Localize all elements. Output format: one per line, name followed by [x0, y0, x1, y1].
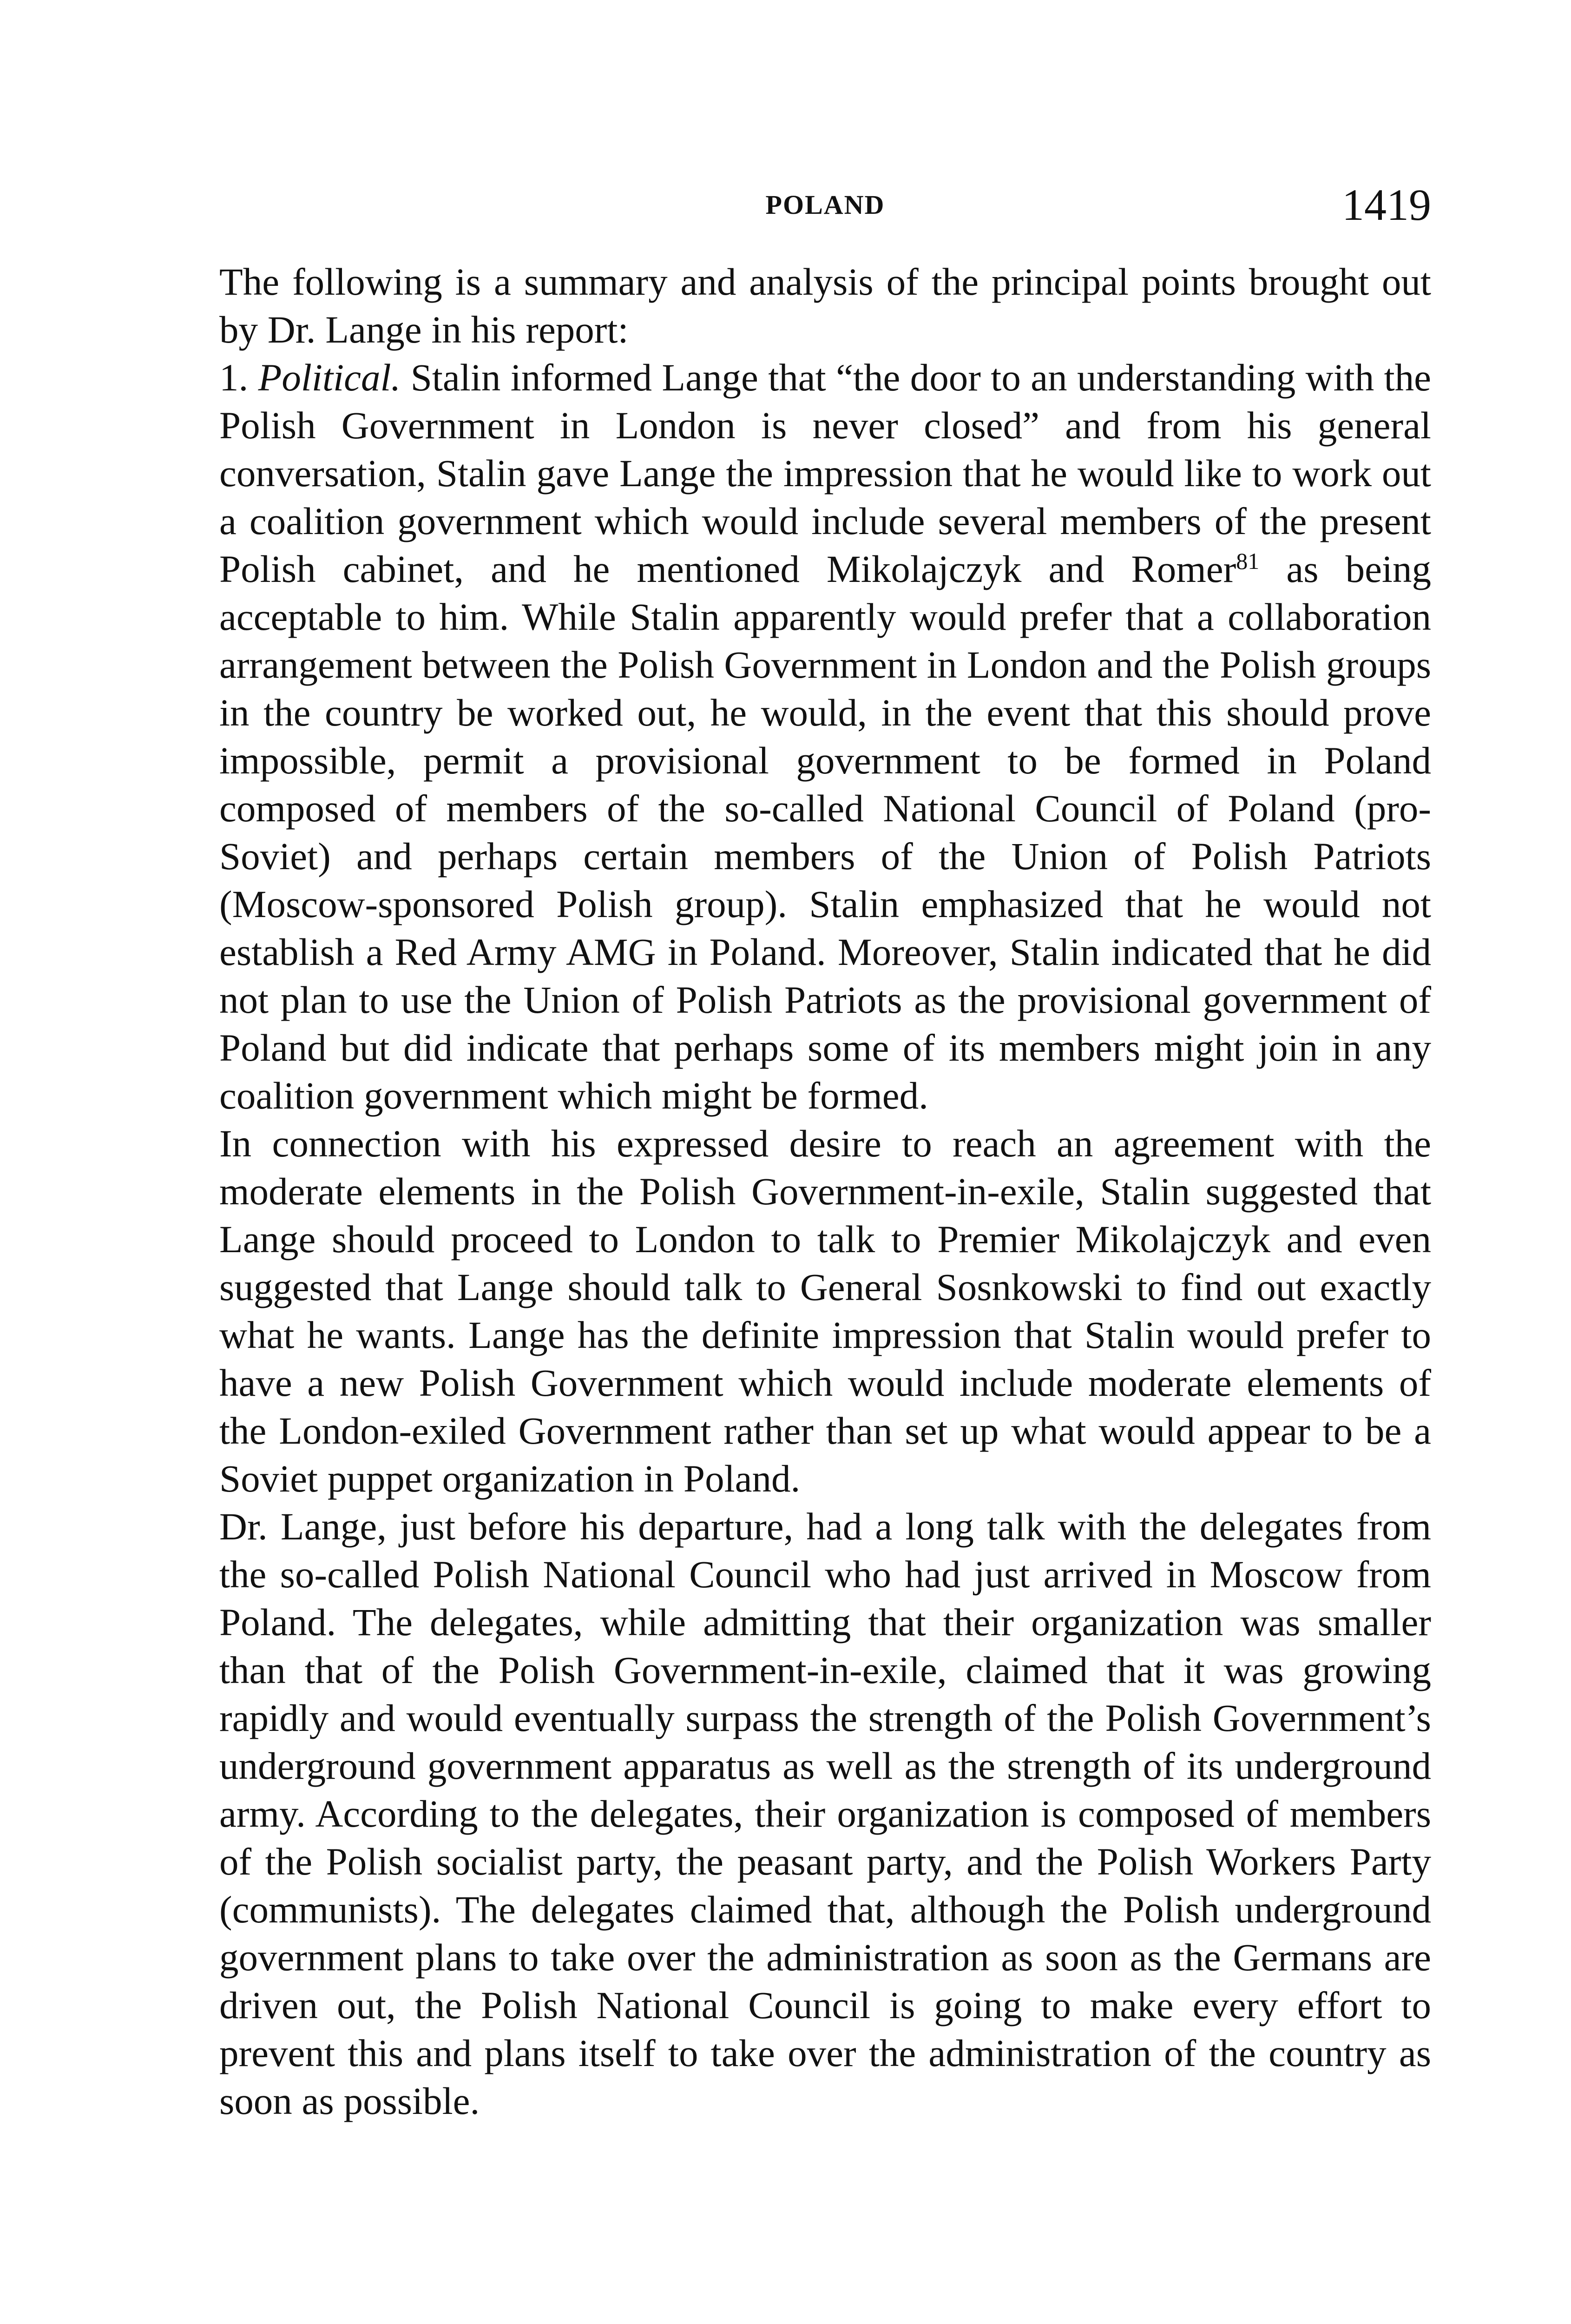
footnote-reference: 81 — [1236, 548, 1260, 574]
political-number: 1. — [219, 356, 249, 399]
political-heading: Political. — [258, 356, 401, 399]
connection-text: In connection with his expressed desire to reach an agreement with the moderate elements in the Polish Government-in-exile, Stalin suggested that Lange should proceed to London to talk to Premier Mikolajczyk and even suggested that Lange should talk to General Sosnkowski to find out exactly what he wants. Lange has the definite impression that Stalin would prefer to have a new Polish Government which would include moderate elements of the London-exiled Government rather than set up what would appear to be a Soviet puppet organization in Poland. — [219, 1122, 1431, 1500]
intro-text: The following is a summary and analysis of the principal points brought out by Dr. Lange in his report: — [219, 260, 1431, 351]
political-paragraph — [219, 354, 1431, 1120]
running-header — [219, 179, 1431, 235]
body-text — [219, 258, 1431, 2125]
political-text-b: as being acceptable to him. While Stalin apparently would prefer that a collaboration arrangement between the Polish Government in London and the Polish groups in the country be worked out, he would, in the event that this should prove impossible, permit a provisional government to be formed in Poland composed of members of the so-called National Council of Poland (pro-Soviet) and perhaps certain members of the Union of Polish Patriots (Moscow-sponsored Polish group). Stalin emphasized that he would not establish a Red Army AMG in Poland. Moreover, Stalin indicated that he did not plan to use the Union of Polish Patriots as the provisional government of Poland but did indicate that perhaps some of its members might join in any coalition government which might be formed. — [219, 548, 1431, 1117]
running-title: POLAND — [765, 190, 885, 220]
delegates-text: Dr. Lange, just before his departure, had a long talk with the delegates from the so-called Polish National Council who had just arrived in Moscow from Poland. The delegates, while admitting that their organization was smaller than that of the Polish Government-in-exile, claimed that it was growing rapidly and would eventually surpass the strength of the Polish Government’s underground government apparatus as well as the strength of its underground army. According to the delegates, their organization is composed of members of the Polish socialist party, the peasant party, and the Polish Workers Party (communists). The delegates claimed that, although the Polish underground government plans to take over the administration as soon as the Germans are driven out, the Polish National Council is going to make every effort to prevent this and plans itself to take over the administration of the country as soon as possible. — [219, 1505, 1431, 2122]
connection-paragraph — [219, 1120, 1431, 1503]
political-text-a: Stalin informed Lange that “the door to an understanding with the Polish Government in London is never closed” and from his general conversation, Stalin gave Lange the impression that he would like to work out a coalition government which would include several members of the present Polish cabinet, and he mentioned Mikolajczyk and Romer — [219, 356, 1432, 590]
page-number: 1419 — [1342, 180, 1431, 230]
intro-paragraph — [219, 258, 1431, 354]
delegates-paragraph — [219, 1503, 1431, 2125]
